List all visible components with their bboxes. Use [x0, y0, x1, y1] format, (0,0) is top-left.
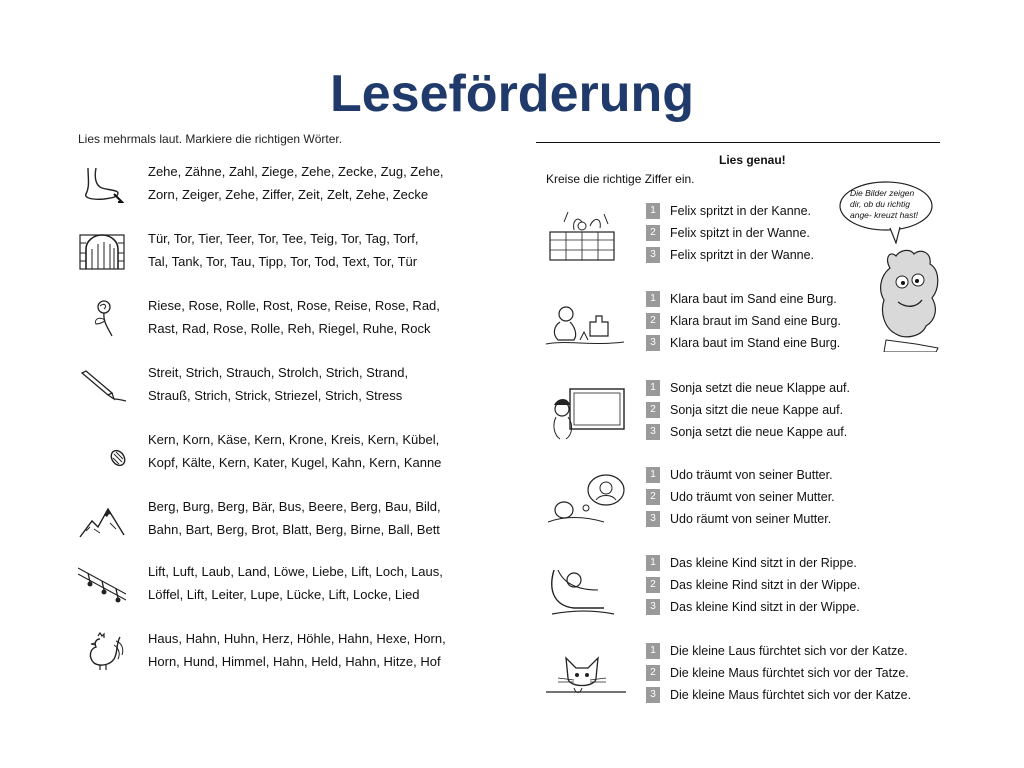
sentence-text: Felix spitzt in der Wanne. [670, 225, 810, 240]
sentence-option[interactable] [646, 576, 860, 594]
sentence-text: Udo träumt von seiner Butter. [670, 467, 833, 482]
word-line: Riese, Rose, Rolle, Rost, Rose, Reise, Rose, Rad, [148, 298, 440, 313]
option-number[interactable]: 1 [646, 203, 660, 219]
word-group-hahn [72, 625, 472, 677]
sentence-text: Sonja setzt die neue Kappe auf. [670, 424, 848, 439]
option-number[interactable]: 1 [646, 467, 660, 483]
sentence-option[interactable] [646, 379, 850, 397]
baby-rocker-icon [544, 560, 628, 616]
sentence-text: Udo räumt von seiner Mutter. [670, 511, 832, 526]
sentence-group-udo [536, 466, 936, 538]
sentence-text: Sonja setzt die neue Klappe auf. [670, 380, 850, 395]
word-line: Horn, Hund, Himmel, Hahn, Held, Hahn, Hitze, Hof [148, 654, 441, 669]
option-number[interactable]: 2 [646, 402, 660, 418]
sentence-group-sonja [536, 379, 936, 451]
rose-icon [78, 298, 126, 338]
option-number[interactable]: 3 [646, 511, 660, 527]
word-line: Löffel, Lift, Leiter, Lupe, Lücke, Lift, Locke, Lied [148, 587, 420, 602]
sentence-option[interactable] [646, 202, 811, 220]
sentence-option[interactable] [646, 686, 911, 704]
word-line: Zehe, Zähne, Zahl, Ziege, Zehe, Zecke, Zug, Zehe, [148, 164, 444, 179]
word-line: Rast, Rad, Rose, Rolle, Reh, Riegel, Ruhe, Rock [148, 321, 431, 336]
sentence-option[interactable] [646, 312, 841, 330]
option-number[interactable]: 2 [646, 313, 660, 329]
word-group-lift [72, 558, 472, 610]
slide-title: Leseförderung [329, 65, 695, 123]
right-instruction: Kreise die richtige Ziffer ein. [546, 172, 695, 186]
sentence-group-felix [536, 202, 936, 274]
word-line: Streit, Strich, Strauch, Strolch, Strich, Strand, [148, 365, 409, 380]
sentence-text: Die kleine Maus fürchtet sich vor der Katze. [670, 687, 912, 702]
word-group-zehe [72, 158, 472, 210]
sentence-text: Felix spritzt in der Wanne. [670, 247, 815, 262]
sentence-option[interactable] [646, 466, 833, 484]
sentence-option[interactable] [646, 488, 835, 506]
sentence-text: Udo träumt von seiner Mutter. [670, 489, 835, 504]
sentence-option[interactable] [646, 642, 908, 660]
sentence-text: Das kleine Rind sitzt in der Wippe. [670, 577, 861, 592]
sentence-group-klara [536, 290, 936, 362]
word-line: Tal, Tank, Tor, Tau, Tipp, Tor, Tod, Text, Tor, Tür [148, 254, 418, 269]
word-group-rose [72, 292, 472, 344]
option-number[interactable]: 2 [646, 489, 660, 505]
word-group-strich [72, 359, 472, 411]
foot-icon [78, 164, 126, 204]
word-line: Tür, Tor, Tier, Teer, Tor, Tee, Teig, Tor, Tag, Torf, [148, 231, 419, 246]
sentence-text: Das kleine Kind sitzt in der Wippe. [670, 599, 860, 614]
word-line: Strauß, Strich, Strick, Striezel, Strich, Stress [148, 388, 403, 403]
option-number[interactable]: 3 [646, 599, 660, 615]
sentence-option[interactable] [646, 224, 810, 242]
sentence-text: Die kleine Laus fürchtet sich vor der Katze. [670, 643, 908, 658]
word-line: Lift, Luft, Laub, Land, Löwe, Liebe, Lift, Loch, Laus, [148, 564, 443, 579]
sentence-group-maus [536, 642, 936, 714]
gate-icon [78, 231, 126, 271]
sentence-text: Die kleine Maus fürchtet sich vor der Tatze. [670, 665, 909, 680]
seed-icon [78, 432, 126, 472]
sentence-text: Klara baut im Sand eine Burg. [670, 291, 837, 306]
sentence-option[interactable] [646, 510, 831, 528]
sentence-option[interactable] [646, 423, 847, 441]
sentence-option[interactable] [646, 290, 837, 308]
sandbox-icon [544, 296, 628, 352]
sentence-text: Klara baut im Stand eine Burg. [670, 335, 841, 350]
cable-car-icon [78, 564, 126, 604]
word-line: Haus, Hahn, Huhn, Herz, Höhle, Hahn, Hexe, Horn, [148, 631, 446, 646]
sentence-option[interactable] [646, 598, 860, 616]
option-number[interactable]: 3 [646, 687, 660, 703]
word-group-tor [72, 225, 472, 277]
word-line: Kopf, Kälte, Kern, Kater, Kugel, Kahn, Kern, Kanne [148, 455, 442, 470]
bathtub-icon [544, 208, 628, 264]
word-line: Zorn, Zeiger, Zehe, Ziffer, Zeit, Zelt, Zehe, Zecke [148, 187, 429, 202]
sentence-option[interactable] [646, 246, 814, 264]
sentence-option[interactable] [646, 401, 843, 419]
top-divider [536, 142, 940, 143]
option-number[interactable]: 1 [646, 380, 660, 396]
word-group-kern [72, 426, 472, 478]
mountain-icon [78, 499, 126, 539]
word-group-berg [72, 493, 472, 545]
sentence-text: Sonja sitzt die neue Kappe auf. [670, 402, 844, 417]
window-icon [544, 385, 628, 441]
pencil-icon [78, 365, 126, 405]
sentence-option[interactable] [646, 334, 840, 352]
left-instruction: Lies mehrmals laut. Markiere die richtigen Wörter. [78, 132, 343, 146]
sentence-option[interactable] [646, 664, 909, 682]
sentence-group-kind [536, 554, 936, 626]
option-number[interactable]: 3 [646, 247, 660, 263]
left-worksheet [72, 128, 472, 688]
option-number[interactable]: 1 [646, 555, 660, 571]
option-number[interactable]: 1 [646, 643, 660, 659]
option-number[interactable]: 3 [646, 335, 660, 351]
word-line: Kern, Korn, Käse, Kern, Krone, Kreis, Kern, Kübel, [148, 432, 440, 447]
word-line: Berg, Burg, Berg, Bär, Bus, Beere, Berg, Bau, Bild, [148, 499, 441, 514]
sentence-text: Das kleine Kind sitzt in der Rippe. [670, 555, 857, 570]
word-line: Bahn, Bart, Berg, Brot, Blatt, Berg, Birne, Ball, Bett [148, 522, 440, 537]
rooster-icon [78, 631, 126, 671]
option-number[interactable]: 3 [646, 424, 660, 440]
option-number[interactable]: 2 [646, 577, 660, 593]
option-number[interactable]: 2 [646, 665, 660, 681]
right-worksheet [536, 140, 946, 710]
option-number[interactable]: 2 [646, 225, 660, 241]
sentence-text: Felix spritzt in der Kanne. [670, 203, 812, 218]
sentence-option[interactable] [646, 554, 857, 572]
speech-bubble-text: Die Bilder zeigen dir, ob du richtig ange- kreuzt hast! [850, 188, 919, 220]
sentence-text: Klara braut im Sand eine Burg. [670, 313, 841, 328]
dream-icon [544, 472, 628, 528]
right-heading: Lies genau! [719, 153, 786, 167]
cat-icon [544, 648, 628, 704]
option-number[interactable]: 1 [646, 291, 660, 307]
